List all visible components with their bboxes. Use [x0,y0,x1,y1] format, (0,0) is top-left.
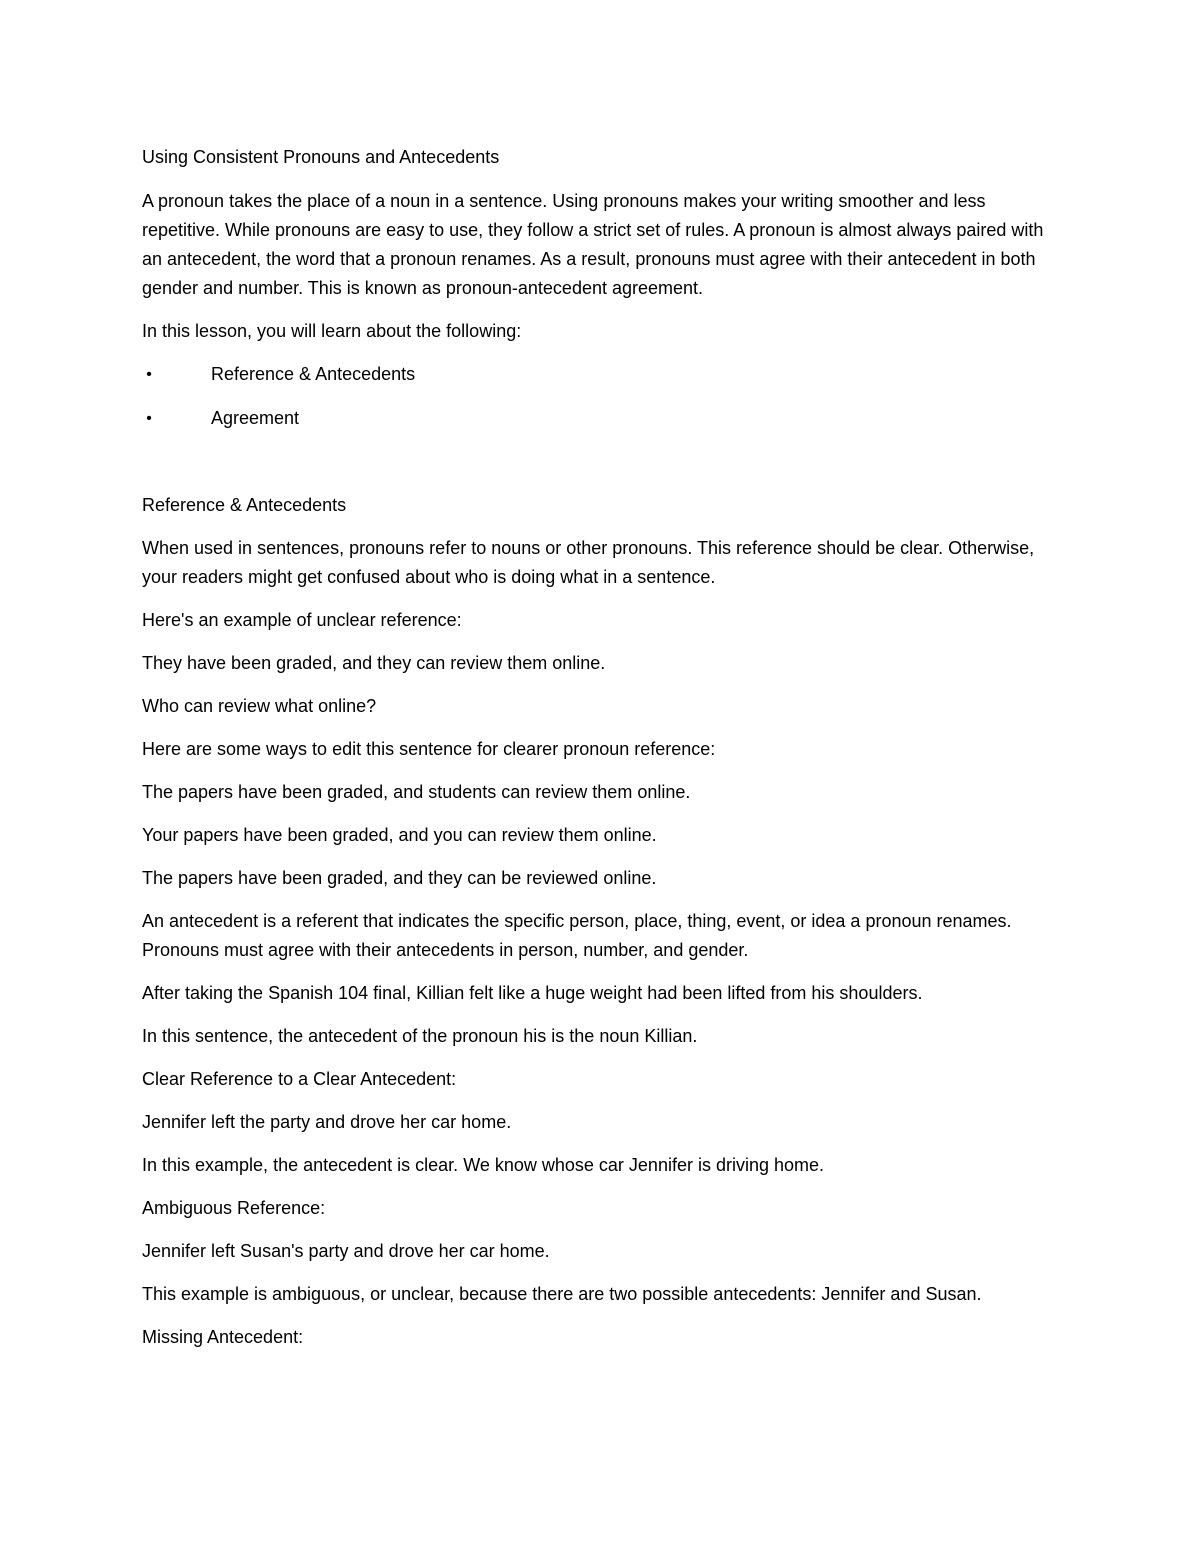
paragraph: Here are some ways to edit this sentence for clearer pronoun reference: [142,739,716,759]
document-title: Using Consistent Pronouns and Antecedents [142,147,500,167]
paragraph: This example is ambiguous, or unclear, because there are two possible antecedents: Jennifer and Susan. [142,1284,982,1304]
section-heading: Reference & Antecedents [142,495,347,515]
subheading: Ambiguous Reference: [142,1198,326,1218]
intro-paragraph: A pronoun takes the place of a noun in a sentence. Using pronouns makes your writing smoother and less repetitive. While pronouns are easy to use, they follow a strict set of rules. A pronoun is almost always paired with an antecedent, the word that a pronoun renames. As a result, pronouns must agree with their antecedent in both gender and number. This is known as pronoun-antecedent agreement. [142,191,1044,298]
subheading: Clear Reference to a Clear Antecedent: [142,1069,457,1089]
example-sentence: The papers have been graded, and they can be reviewed online. [142,868,657,888]
paragraph: In this sentence, the antecedent of the pronoun his is the noun Killian. [142,1026,698,1046]
lesson-intro: In this lesson, you will learn about the following: [142,321,522,341]
paragraph: In this example, the antecedent is clear. We know whose car Jennifer is driving home. [142,1155,825,1175]
bullet-icon: • [146,410,152,427]
example-sentence: After taking the Spanish 104 final, Killian felt like a huge weight had been lifted from his shoulders. [142,983,923,1003]
paragraph: An antecedent is a referent that indicates the specific person, place, thing, event, or idea a pronoun renames. Pronouns must agree with their antecedents in person, number, and gender. [142,911,1012,960]
list-item [142,360,1047,389]
list-item-text: Reference & Antecedents [211,364,416,384]
lesson-topics-list [142,360,1047,433]
example-sentence: Jennifer left the party and drove her car home. [142,1112,512,1132]
paragraph: When used in sentences, pronouns refer to nouns or other pronouns. This reference should be clear. Otherwise, your readers might get confused about who is doing what in a sentence. [142,538,1035,587]
bullet-icon: • [146,366,152,383]
example-sentence: The papers have been graded, and students can review them online. [142,782,691,802]
section-spacer [142,448,1047,491]
subheading: Missing Antecedent: [142,1327,304,1347]
example-sentence: Jennifer left Susan's party and drove her car home. [142,1241,550,1261]
paragraph: Who can review what online? [142,696,377,716]
list-item [142,404,1047,433]
document-page [142,143,1047,1366]
example-sentence: They have been graded, and they can review them online. [142,653,606,673]
example-sentence: Your papers have been graded, and you can review them online. [142,825,657,845]
list-item-text: Agreement [211,408,300,428]
paragraph: Here's an example of unclear reference: [142,610,462,630]
